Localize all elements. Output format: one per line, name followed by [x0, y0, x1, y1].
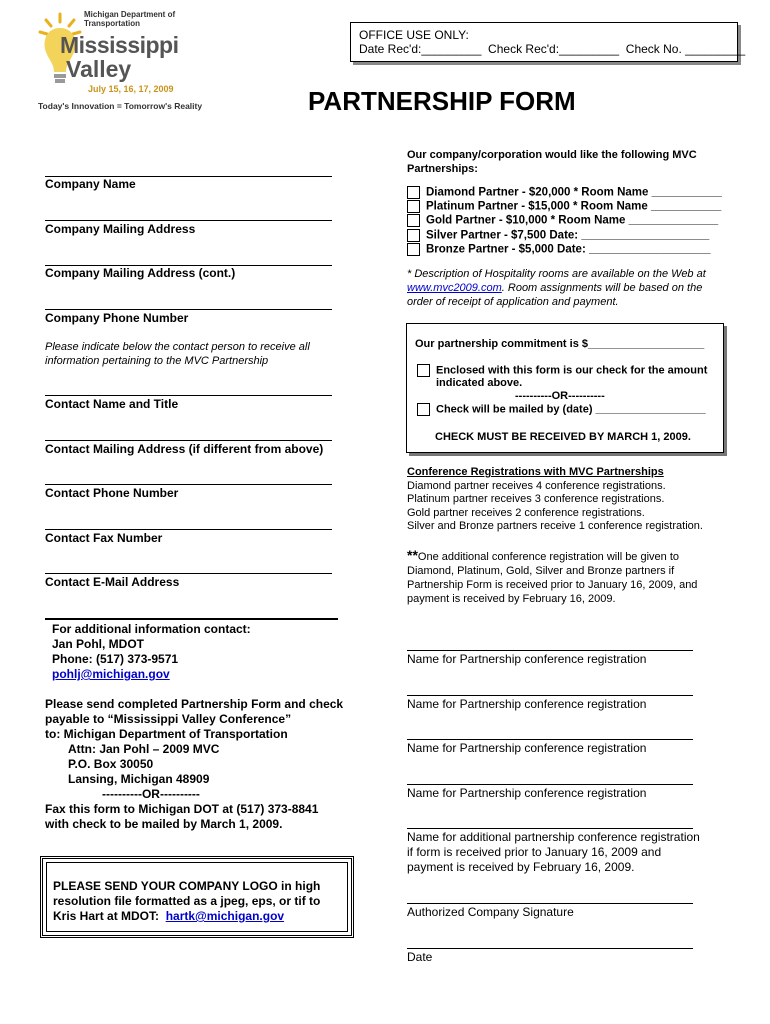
diamond-checkbox[interactable] [407, 186, 420, 199]
platinum-checkbox[interactable] [407, 200, 420, 213]
contact-phone-line[interactable] [45, 484, 332, 485]
logo-request-text [53, 879, 320, 924]
registrations-heading: Conference Registrations with MVC Partnerships [407, 466, 664, 478]
contact-email-label: Contact E-Mail Address [45, 575, 180, 589]
additional-reg-line3: payment is received by February 16, 2009. [407, 860, 635, 874]
contact-email-line[interactable] [45, 573, 332, 574]
logo-request-line2: resolution file formatted as a jpeg, eps, or tif to [53, 894, 321, 908]
registrations-info [407, 466, 737, 534]
option-platinum [407, 200, 722, 214]
contact-name-label: Contact Name and Title [45, 397, 179, 411]
mailed-label: Check will be mailed by (date) __________________ [436, 403, 706, 416]
note-line2: Diamond, Platinum, Gold, Silver and Bronze partners if [407, 565, 675, 577]
send-line3: to: Michigan Department of Transportation [45, 727, 288, 741]
mvc-logo [38, 10, 203, 118]
option-bronze [407, 243, 722, 257]
check-deadline: CHECK MUST BE RECEIVED BY MARCH 1, 2009. [435, 431, 691, 443]
registration-name-label-1: Name for Partnership conference registration [407, 652, 647, 666]
office-heading: OFFICE USE ONLY: [359, 28, 469, 42]
note-line4: payment is received by February 16, 2009. [407, 593, 616, 605]
mailing-address-label: Company Mailing Address [45, 222, 196, 236]
additional-name: Jan Pohl, MDOT [52, 637, 145, 651]
divider [45, 618, 338, 620]
additional-registration-line[interactable] [407, 828, 693, 829]
registration-line: Gold partner receives 2 conference registrations. [407, 506, 645, 519]
intro-line2: Partnerships: [407, 163, 478, 175]
additional-email-link[interactable]: pohlj@michigan.gov [52, 667, 170, 681]
bronze-checkbox[interactable] [407, 243, 420, 256]
company-phone-line[interactable] [45, 309, 332, 310]
mailed-checkbox[interactable] [417, 403, 430, 416]
registration-line: Platinum partner receives 3 conference registrations. [407, 493, 665, 505]
logo-dates: July 15, 16, 17, 2009 [88, 84, 174, 94]
option-bronze-label: Bronze Partner - $5,000 Date: ___________________ [426, 243, 711, 256]
additional-registration-note [407, 548, 737, 606]
contact-name-line[interactable] [45, 395, 332, 396]
additional-contact [52, 622, 251, 682]
logo-request-line3: Kris Hart at MDOT: [53, 909, 160, 923]
option-silver-label: Silver Partner - $7,500 Date: ____________________ [426, 229, 710, 242]
logo-line1: Mississippi [60, 32, 179, 58]
note-line3: Partnership Form is received prior to January 16, 2009, and [407, 579, 698, 591]
send-line7: Fax this form to Michigan DOT at (517) 373-8841 [45, 802, 319, 816]
additional-reg-line2: if form is received prior to January 16, 2009 and [407, 845, 662, 859]
hospitality-line1: * Description of Hospitality rooms are available on the Web at [407, 268, 706, 280]
hospitality-url-link[interactable]: www.mvc2009.com [407, 282, 502, 294]
date-line[interactable] [407, 948, 693, 949]
option-platinum-label: Platinum Partner - $15,000 * Room Name ___________ [426, 200, 722, 213]
date-label: Date [407, 950, 433, 964]
additional-phone: Phone: (517) 373-9571 [52, 652, 179, 666]
company-phone-label: Company Phone Number [45, 311, 189, 325]
registration-name-label-3: Name for Partnership conference registration [407, 741, 647, 755]
enclosed-line1: Enclosed with this form is our check for the amount [436, 364, 708, 377]
mailing-address-line[interactable] [45, 220, 332, 221]
registration-name-label-4: Name for Partnership conference registration [407, 786, 647, 800]
contact-note: Please indicate below the contact person to receive all information pertaining to the MVC Partnership [45, 341, 310, 367]
send-line2: payable to “Mississippi Valley Conference” [45, 712, 292, 726]
registration-name-label-2: Name for Partnership conference registration [407, 697, 647, 711]
intro-line1: Our company/corporation would like the following MVC [407, 149, 697, 161]
contact-fax-label: Contact Fax Number [45, 531, 163, 545]
logo-request-box [40, 856, 354, 938]
contact-phone-label: Contact Phone Number [45, 486, 179, 500]
signature-label: Authorized Company Signature [407, 905, 574, 919]
logo-tagline: Today's Innovation = Tomorrow's Reality [38, 101, 203, 111]
silver-checkbox[interactable] [407, 229, 420, 242]
option-diamond [407, 186, 722, 200]
additional-reg-line1: Name for additional partnership conference registration [407, 830, 700, 844]
contact-address-line[interactable] [45, 440, 332, 441]
registration-name-line-2[interactable] [407, 695, 693, 696]
note-line1: One additional conference registration will be given to [417, 551, 680, 563]
commitment-box [406, 323, 724, 453]
gold-checkbox[interactable] [407, 214, 420, 227]
send-line4: Attn: Jan Pohl – 2009 MVC [68, 742, 220, 756]
company-name-label: Company Name [45, 177, 136, 191]
contact-address-label: Contact Mailing Address (if different from above) [45, 442, 324, 456]
enclosed-checkbox[interactable] [417, 364, 430, 377]
hospitality-note [407, 267, 727, 309]
logo-org: Michigan Department of Transportation [84, 10, 176, 28]
signature-line[interactable] [407, 903, 693, 904]
hospitality-line2: . Room assignments will be based on the [501, 282, 703, 294]
registration-name-line-3[interactable] [407, 739, 693, 740]
send-line5: P.O. Box 30050 [68, 757, 154, 771]
note-star: ** [407, 547, 418, 563]
logo-request-email-link[interactable]: hartk@michigan.gov [165, 909, 285, 923]
additional-heading: For additional information contact: [52, 622, 251, 636]
logo-line2: Valley [66, 56, 132, 82]
page-title: PARTNERSHIP FORM [308, 86, 576, 116]
send-line8: with check to be mailed by March 1, 2009. [45, 817, 283, 831]
office-line: Date Rec'd:_________ Check Rec'd:_________ Check No. _________ [359, 42, 746, 56]
option-gold-label: Gold Partner - $10,000 * Room Name ______________ [426, 215, 719, 227]
send-or: ----------OR---------- [102, 787, 200, 801]
additional-registration-label [407, 830, 700, 875]
send-line1: Please send completed Partnership Form and check [45, 697, 344, 711]
contact-fax-line[interactable] [45, 529, 332, 530]
logo-request-line1: PLEASE SEND YOUR COMPANY LOGO in high [53, 879, 321, 893]
send-instructions [45, 697, 343, 832]
enclosed-line2: indicated above. [436, 377, 523, 390]
partnership-options [407, 186, 722, 257]
send-line6: Lansing, Michigan 48909 [68, 772, 210, 786]
option-diamond-label: Diamond Partner - $20,000 * Room Name ___________ [426, 186, 722, 199]
option-gold [407, 214, 722, 228]
registration-name-line-1[interactable] [407, 650, 693, 651]
option-silver [407, 229, 722, 243]
mailing-address-cont-label: Company Mailing Address (cont.) [45, 266, 236, 280]
registration-line: Silver and Bronze partners receive 1 conference registration. [407, 520, 703, 532]
registration-name-line-4[interactable] [407, 784, 693, 785]
commitment-amount[interactable]: Our partnership commitment is $___________________ [415, 338, 705, 350]
enclosed-option [417, 364, 707, 417]
hospitality-line3: order of receipt of application and payment. [407, 296, 619, 308]
office-use-box [350, 22, 746, 62]
partnership-intro [407, 148, 697, 176]
commitment-or: ----------OR---------- [515, 390, 605, 403]
registration-line: Diamond partner receives 4 conference registrations. [407, 479, 666, 492]
